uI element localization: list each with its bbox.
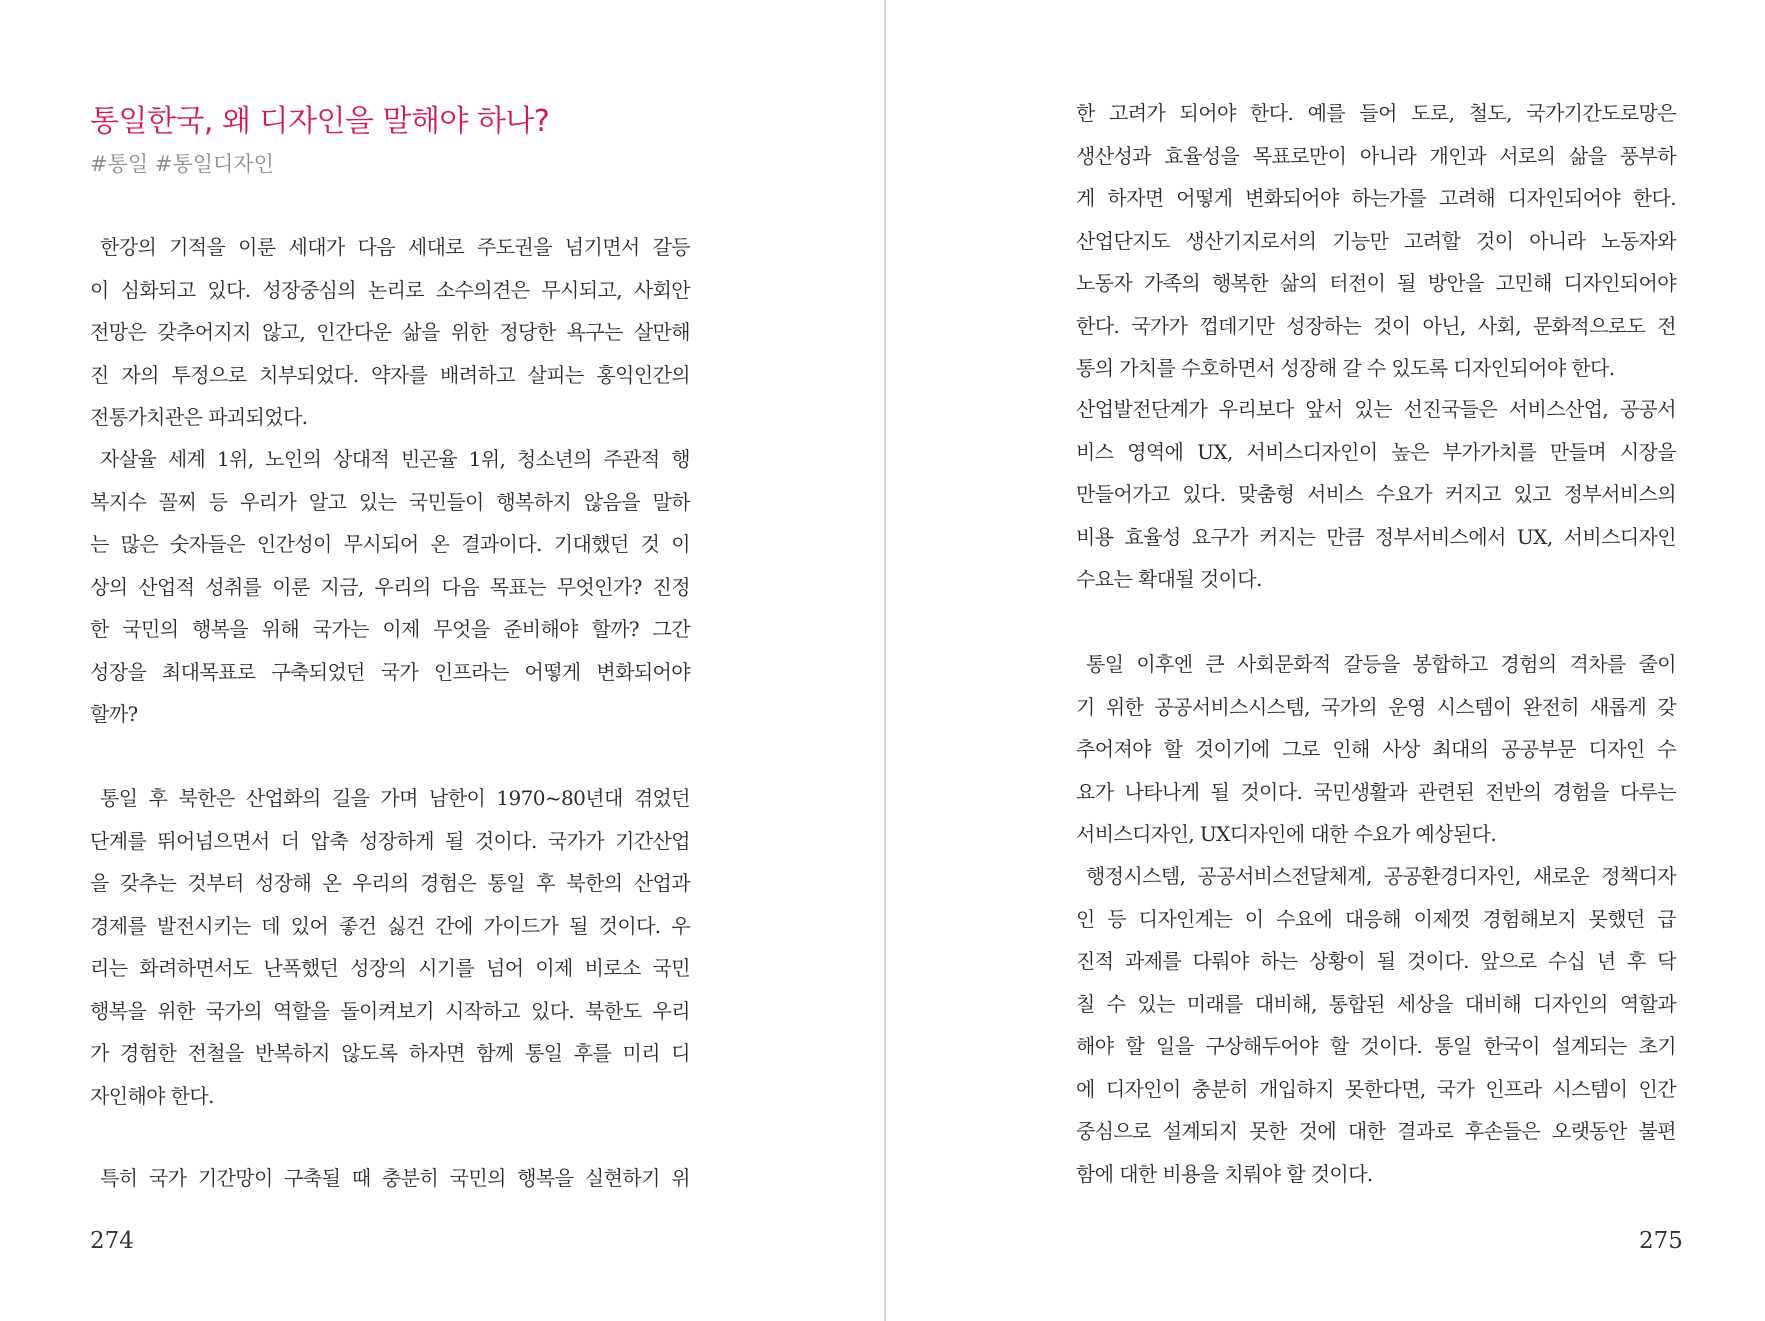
text-line: 전망은 갖추어지지 않고, 인간다운 삶을 위한 정당한 욕구는 살만해 — [90, 320, 690, 344]
text-line: 행복을 위한 국가의 역할을 돌이켜보기 시작하고 있다. 북한도 우리 — [90, 998, 690, 1023]
text-line: 할까? — [90, 702, 138, 726]
left-paragraph-1 — [90, 226, 690, 439]
text-line: 한 국민의 행복을 위해 국가는 이제 무엇을 준비해야 할까? 그간 — [90, 617, 690, 641]
text-line: 리는 화려하면서도 난폭했던 성장의 시기를 넘어 이제 비로소 국민 — [90, 956, 690, 980]
hashtags: #통일 #통일디자인 — [90, 152, 274, 176]
text-line: 이 심화되고 있다. 성장중심의 논리로 소수의견은 무시되고, 사회안 — [90, 277, 690, 302]
text-line: 상의 산업적 성취를 이룬 지금, 우리의 다음 목표는 무엇인가? 진정 — [90, 574, 690, 599]
text-line: 추어져야 할 것이기에 그로 인해 사상 최대의 공공부문 디자인 수 — [1076, 737, 1676, 761]
text-line: 특히 국가 기간망이 구축될 때 충분히 국민의 행복을 실현하기 위 — [100, 1166, 690, 1190]
text-line: 노동자 가족의 행복한 삶의 터전이 될 방안을 고민해 디자인되어야 — [1076, 271, 1676, 295]
text-line: 서비스디자인, UX디자인에 대한 수요가 예상된다. — [1076, 822, 1497, 846]
text-line: 한강의 기적을 이룬 세대가 다음 세대로 주도권을 넘기면서 갈등 — [100, 235, 690, 259]
text-line: 한 고려가 되어야 한다. 예를 들어 도로, 철도, 국가기간도로망은 — [1076, 101, 1676, 125]
right-paragraph-1 — [1076, 92, 1676, 390]
right-paragraph-2 — [1076, 388, 1676, 601]
right-paragraph-3 — [1076, 643, 1676, 856]
left-paragraph-3 — [90, 777, 690, 1117]
page-number-left: 274 — [90, 1228, 134, 1254]
text-line: 전통가치관은 파괴되었다. — [90, 405, 308, 429]
text-line: 해야 할 일을 구상해두어야 할 것이다. 통일 한국이 설계되는 초기 — [1076, 1034, 1676, 1058]
text-line: 가 경험한 전철을 반복하지 않도록 하자면 함께 통일 후를 미리 디 — [90, 1041, 690, 1065]
text-line: 생산성과 효율성을 목표로만이 아니라 개인과 서로의 삶을 풍부하 — [1076, 143, 1676, 168]
left-paragraph-4 — [90, 1157, 690, 1200]
text-line: 통일 이후엔 큰 사회문화적 갈등을 봉합하고 경험의 격차를 줄이 — [1086, 652, 1676, 676]
text-line: 만들어가고 있다. 맞춤형 서비스 수요가 커지고 있고 정부서비스의 — [1076, 482, 1676, 506]
page-number-right: 275 — [1639, 1228, 1683, 1254]
text-line: 는 많은 숫자들은 인간성이 무시되어 온 결과이다. 기대했던 것 이 — [90, 532, 690, 556]
text-line: 게 하자면 어떻게 변화되어야 하는가를 고려해 디자인되어야 한다. — [1076, 186, 1676, 210]
text-line: 기 위한 공공서비스시스템, 국가의 운영 시스템이 완전히 새롭게 갖 — [1076, 694, 1676, 719]
text-line: 성장을 최대목표로 구축되었던 국가 인프라는 어떻게 변화되어야 — [90, 659, 690, 684]
left-paragraph-2 — [90, 438, 690, 736]
text-line: 통일 후 북한은 산업화의 길을 가며 남한이 1970~80년대 겪었던 — [100, 786, 690, 810]
text-line: 행정시스템, 공공서비스전달체계, 공공환경디자인, 새로운 정책디자 — [1086, 864, 1676, 888]
text-line: 복지수 꼴찌 등 우리가 알고 있는 국민들이 행복하지 않음을 말하 — [90, 489, 690, 514]
text-line: 산업단지도 생산기지로서의 기능만 고려할 것이 아니라 노동자와 — [1076, 228, 1676, 253]
text-line: 에 디자인이 충분히 개입하지 못한다면, 국가 인프라 시스템이 인간 — [1076, 1076, 1676, 1101]
text-line: 수요는 확대될 것이다. — [1076, 567, 1262, 591]
text-line: 자인해야 한다. — [90, 1083, 214, 1108]
text-line: 비스 영역에 UX, 서비스디자인이 높은 부가가치를 만들며 시장을 — [1076, 439, 1676, 464]
text-line: 산업발전단계가 우리보다 앞서 있는 선진국들은 서비스산업, 공공서 — [1076, 397, 1676, 421]
text-line: 을 갖추는 것부터 성장해 온 우리의 경험은 통일 후 북한의 산업과 — [90, 871, 690, 895]
text-line: 진 자의 투정으로 치부되었다. 약자를 배려하고 살피는 홍익인간의 — [90, 362, 690, 387]
text-line: 통의 가치를 수호하면서 성장해 갈 수 있도록 디자인되어야 한다. — [1076, 356, 1615, 380]
text-line: 요가 나타나게 될 것이다. 국민생활과 관련된 전반의 경험을 다루는 — [1076, 779, 1676, 804]
text-line: 함에 대한 비용을 치뤄야 할 것이다. — [1076, 1161, 1373, 1186]
text-line: 비용 효율성 요구가 커지는 만큼 정부서비스에서 UX, 서비스디자인 — [1076, 524, 1676, 549]
right-page — [886, 0, 1765, 1321]
text-line: 칠 수 있는 미래를 대비해, 통합된 세상을 대비해 디자인의 역할과 — [1076, 991, 1676, 1016]
text-line: 진적 과제를 다뤄야 하는 상황이 될 것이다. 앞으로 수십 년 후 닥 — [1076, 949, 1676, 973]
text-line: 중심으로 설계되지 못한 것에 대한 결과로 후손들은 오랫동안 불편 — [1076, 1119, 1676, 1143]
text-line: 자살율 세계 1위, 노인의 상대적 빈곤율 1위, 청소년의 주관적 행 — [100, 447, 690, 471]
text-line: 한다. 국가가 껍데기만 성장하는 것이 아닌, 사회, 문화적으로도 전 — [1076, 313, 1676, 338]
text-line: 단계를 뛰어넘으면서 더 압축 성장하게 될 것이다. 국가가 기간산업 — [90, 828, 690, 853]
text-line: 경제를 발전시키는 데 있어 좋건 싫건 간에 가이드가 될 것이다. 우 — [90, 913, 690, 938]
text-line: 인 등 디자인계는 이 수요에 대응해 이제껏 경험해보지 못했던 급 — [1076, 906, 1676, 931]
chapter-title: 통일한국, 왜 디자인을 말해야 하나? — [90, 104, 550, 139]
right-paragraph-4 — [1076, 855, 1676, 1195]
